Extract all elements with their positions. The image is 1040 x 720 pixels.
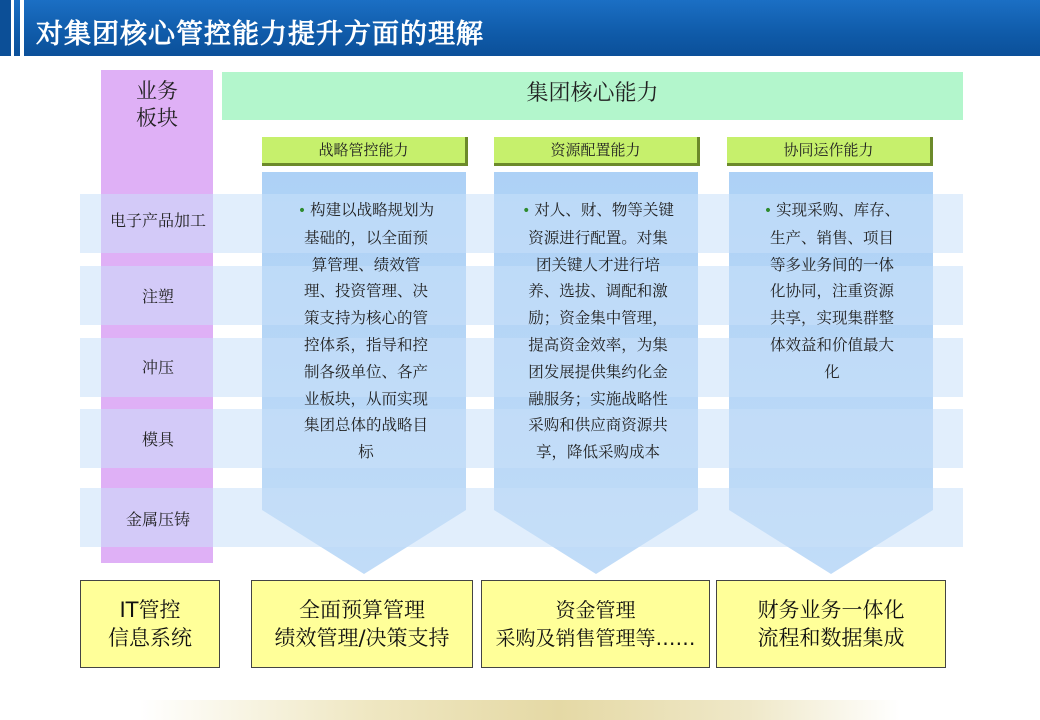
text-line: 制各级单位、各产 xyxy=(303,362,428,381)
text-line: 融服务；实施战略性 xyxy=(528,389,668,408)
text-line: • 实现采购、库存、 xyxy=(763,201,901,219)
budget-management-line2: 绩效管理/决策支持 xyxy=(274,626,450,650)
text-line: 理、投资管理、决 xyxy=(303,282,428,301)
funds-management-line1: 资金管理 xyxy=(555,598,636,622)
budget-management-box xyxy=(251,580,473,668)
page-title: 对集团核心管控能力提升方面的理解 xyxy=(36,19,484,50)
funds-management-line2: 采购及销售管理等…… xyxy=(495,626,696,650)
integration-line1: 财务业务一体化 xyxy=(757,598,905,622)
text-line: 业板块，从而实现 xyxy=(303,389,428,408)
text-line: 控体系，指导和控 xyxy=(303,335,428,354)
text-line: • 构建以战略规划为 xyxy=(297,201,435,219)
bullet-icon: • xyxy=(763,203,773,219)
text-line: 标 xyxy=(358,443,374,462)
bullet-icon: • xyxy=(297,203,307,219)
row-label-electronics: 电子产品加工 xyxy=(109,211,206,230)
text-line: 体效益和价值最大 xyxy=(769,335,894,354)
row-label-mold: 模具 xyxy=(141,430,174,449)
integration-box xyxy=(716,580,946,668)
core-capability-title: 集团核心能力 xyxy=(526,81,659,106)
footer-decoration xyxy=(140,700,900,720)
capability-header-strategy: 战略管控能力 xyxy=(262,137,468,166)
text-line: 励；资金集中管理， xyxy=(528,309,668,328)
text-line: 化 xyxy=(824,362,840,381)
text-line: 提高资金效率，为集 xyxy=(528,335,668,354)
it-control-box xyxy=(80,580,220,668)
text-line: 等多业务间的一体 xyxy=(769,255,894,274)
it-control-line2: 信息系统 xyxy=(108,626,192,650)
text-line: 策支持为核心的管 xyxy=(303,309,428,328)
capability-text-strategy xyxy=(270,197,462,466)
row-label-stamping: 冲压 xyxy=(141,358,174,377)
capability-header-resource: 资源配置能力 xyxy=(494,137,700,166)
text-line: 基础的，以全面预 xyxy=(303,228,428,247)
text-line: 算管理、绩效管 xyxy=(311,255,421,274)
text-line: 享，降低采购成本 xyxy=(535,443,660,462)
text-line: • 对人、财、物等关键 xyxy=(522,201,674,219)
capability-header-synergy: 协同运作能力 xyxy=(727,137,933,166)
business-column-title-line2: 板块 xyxy=(136,106,178,130)
budget-management-line1: 全面预算管理 xyxy=(299,598,425,622)
capability-text-synergy xyxy=(736,197,928,386)
text-line: 共享，实现集群整 xyxy=(769,309,894,328)
bullet-icon: • xyxy=(522,203,531,219)
text-line: 集团总体的战略目 xyxy=(303,416,428,435)
text-line: 采购和供应商资源共 xyxy=(528,416,668,435)
text-line: 化协同，注重资源 xyxy=(769,282,894,301)
it-control-line1: IT管控 xyxy=(119,598,181,622)
funds-management-box xyxy=(481,580,710,668)
text-line: 生产、销售、项目 xyxy=(769,228,894,247)
row-label-diecasting: 金属压铸 xyxy=(125,510,190,529)
text-line: 团发展提供集约化金 xyxy=(528,362,668,381)
integration-line2: 流程和数据集成 xyxy=(757,626,905,650)
text-line: 团关键人才进行培 xyxy=(535,255,660,274)
business-column-title-line1: 业务 xyxy=(136,79,178,103)
text-line: 养、选拔、调配和激 xyxy=(528,282,668,301)
row-label-injection: 注塑 xyxy=(141,287,174,306)
text-line: 资源进行配置。对集 xyxy=(528,228,668,247)
capability-text-resource xyxy=(498,197,698,466)
